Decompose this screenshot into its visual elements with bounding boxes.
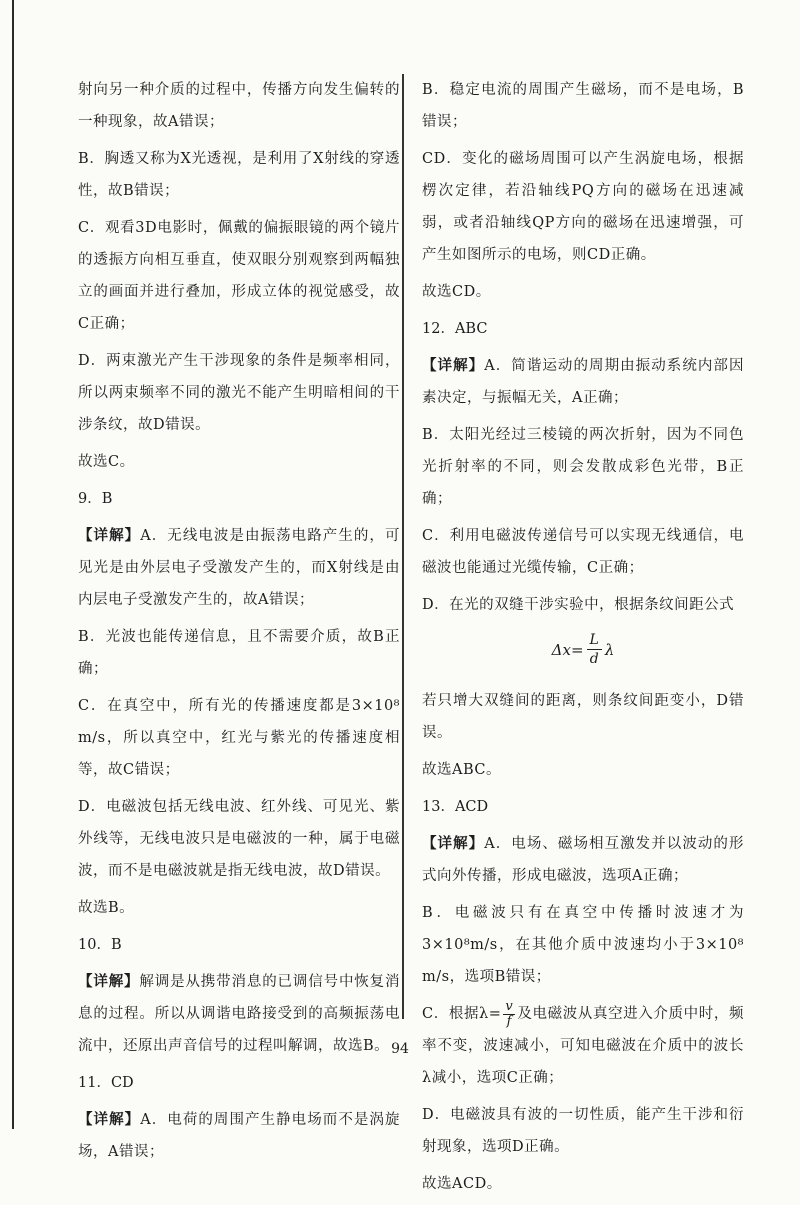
text-paragraph: 射向另一种介质的过程中，传播方向发生偏转的一种现象，故A错误； <box>78 82 400 130</box>
fringe-spacing-formula <box>422 626 744 680</box>
text-paragraph: 故选CD。 <box>422 284 491 300</box>
detail-tag: 【详解】 <box>78 527 141 544</box>
detail-text: A．电场、磁场相互激发并以波动的形式向外传播，形成电磁波，选项A正确； <box>422 836 744 884</box>
formula-numerator: L <box>587 632 602 650</box>
detail-tag: 【详解】 <box>78 1111 141 1128</box>
text-paragraph: D．两束激光产生干涉现象的条件是频率相同，所以两束频率不同的激光不能产生明暗相间的干涉条纹，故D错误。 <box>78 353 400 433</box>
text-paragraph: B．电磁波只有在真空中传播时波速才为3×10⁸m/s，在其他介质中波速均小于3×10⁸ m/s，选项B错误； <box>422 905 744 985</box>
text-paragraph: 故选B。 <box>78 900 135 916</box>
formula-denominator: d <box>589 651 599 667</box>
fraction-numerator: v <box>505 998 514 1014</box>
text-paragraph: B．胸透又称为X光透视，是利用了X射线的穿透性，故B错误； <box>78 151 400 199</box>
right-column <box>422 74 744 1205</box>
detail-paragraph <box>422 828 744 892</box>
text-paragraph: 故选C。 <box>78 454 135 470</box>
text-paragraph: 故选ABC。 <box>422 762 501 778</box>
binding-edge-line <box>12 0 14 1129</box>
text-paragraph: B．太阳光经过三棱镜的两次折射，因为不同色光折射率的不同，则会发散成彩色光带，B正确； <box>422 427 744 507</box>
detail-paragraph <box>78 520 400 616</box>
detail-tag: 【详解】 <box>422 835 485 852</box>
text-paragraph: 若只增大双缝间的距离，则条纹间距变小，D错误。 <box>422 693 744 741</box>
text-paragraph: C．观看3D电影时，佩戴的偏振眼镜的两个镜片的透振方向相互垂直，使双眼分别观察到两幅独立的画面并进行叠加，形成立体的视觉感受，故C正确； <box>78 220 400 332</box>
formula-lhs: Δx= <box>551 640 584 659</box>
formula-rhs: λ <box>604 640 615 659</box>
text-paragraph: D．电磁波包括无线电波、红外线、可见光、紫外线等，无线电波只是电磁波的一种，属于电磁波，而不是电磁波就是指无线电波，故D错误。 <box>78 799 400 879</box>
text-paragraph: B．稳定电流的周围产生磁场，而不是电场，B错误； <box>422 82 744 130</box>
fraction-denominator: f <box>506 1013 512 1029</box>
text-paragraph: B．光波也能传递信息，且不需要介质，故B正确； <box>78 629 400 677</box>
detail-paragraph <box>78 1104 400 1168</box>
detail-text: A．简谐运动的周期由振动系统内部因素决定，与振幅无关，A正确； <box>422 358 744 406</box>
detail-tag: 【详解】 <box>422 357 485 374</box>
answer-heading: 10．B <box>78 937 122 953</box>
page-number: 94 <box>391 1041 409 1057</box>
answer-heading: 9．B <box>78 491 113 507</box>
text-paragraph: CD．变化的磁场周围可以产生涡旋电场，根据楞次定律，若沿轴线PQ方向的磁场在迅速减弱，或者沿轴线QP方向的磁场在迅速增强，可产生如图所示的电场，则CD正确。 <box>422 151 744 263</box>
text-paragraph: C．在真空中，所有光的传播速度都是3×10⁸ m/s，所以真空中，红光与紫光的传播速度相等，故C错误； <box>78 698 400 778</box>
detail-paragraph <box>422 350 744 414</box>
detail-text: 解调是从携带消息的已调信号中恢复消息的过程。所以从调谐电路接受到的高频振荡电流中，还原出声音信号的过程叫解调，故选B。 <box>78 974 401 1054</box>
left-column <box>78 74 400 1173</box>
detail-text: A．无线电波是由振荡电路产生的，可见光是由外层电子受激发产生的，而X射线是由内层电子受激发产生的，故A错误； <box>78 528 400 608</box>
text-after-fraction: 及电磁波从真空进入介质中时，频率不变，波速减小，可知电磁波在介质中的波长λ减小，选项C正确； <box>422 1006 745 1086</box>
answer-heading: 12．ABC <box>422 321 488 337</box>
detail-tag: 【详解】 <box>78 973 140 990</box>
answer-heading: 13．ACD <box>422 799 489 815</box>
text-before-fraction: C．根据λ= <box>422 1006 502 1022</box>
answer-heading: 11．CD <box>78 1075 134 1091</box>
detail-text: A．电荷的周围产生静电场而不是涡旋场，A错误； <box>78 1112 400 1160</box>
column-divider <box>402 74 404 1019</box>
text-paragraph: 故选ACD。 <box>422 1176 502 1192</box>
text-paragraph: D．电磁波具有波的一切性质，能产生干涉和衍射现象，选项D正确。 <box>422 1107 744 1155</box>
text-paragraph: C．利用电磁波传递信号可以实现无线通信，电磁波也能通过光缆传输，C正确； <box>422 528 744 576</box>
text-paragraph: D．在光的双缝干涉实验中，根据条纹间距公式 <box>422 597 735 613</box>
